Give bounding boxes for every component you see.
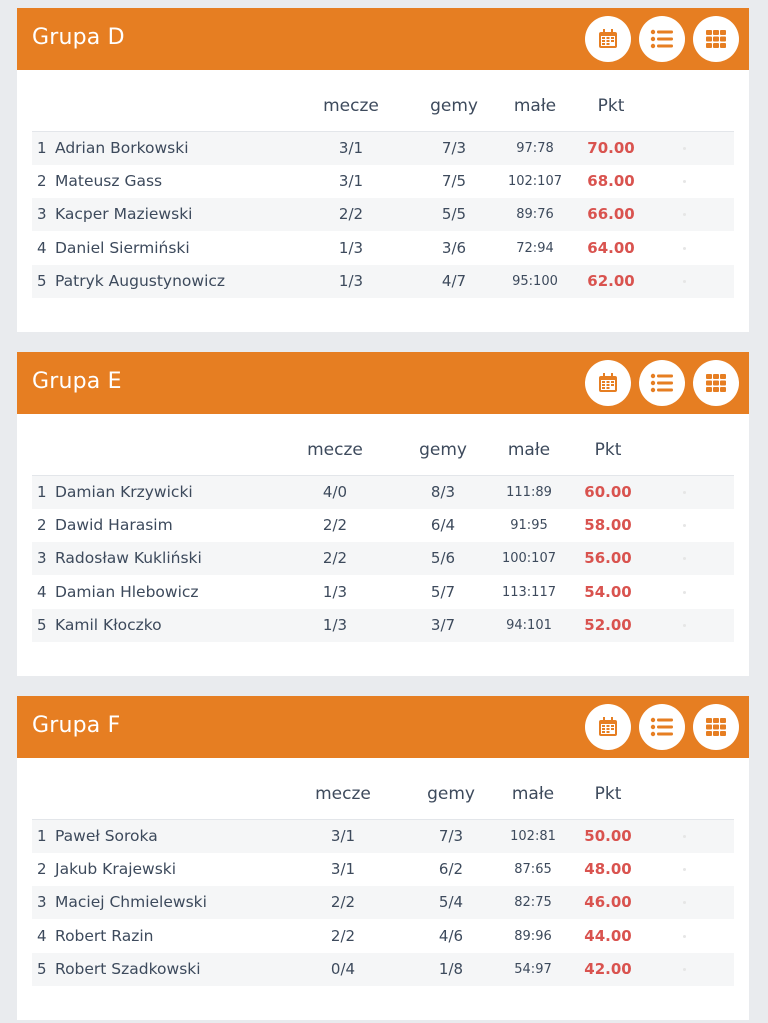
rank-cell: 4 [37,238,47,257]
games-cell: 5/7 [430,582,456,601]
table-row[interactable] [32,820,734,853]
group-card-f [17,696,749,1020]
points-small-cell: 89:76 [516,207,554,223]
player-name[interactable]: Jakub Krajewski [55,860,177,879]
column-header-pkt: Pkt [594,784,622,804]
score-cell: 48.00 [584,860,632,879]
points-small-cell: 72:94 [516,240,554,256]
rank-cell: 3 [37,205,47,224]
matches-cell: 3/1 [338,172,364,191]
row-action-dot[interactable] [683,524,686,527]
player-name[interactable]: Adrian Borkowski [55,139,189,157]
rank-cell: 2 [37,860,47,879]
column-header-mecze: mecze [323,96,379,116]
score-cell: 60.00 [584,483,632,501]
matches-cell: 1/3 [338,238,364,257]
column-header-mecze: mecze [307,440,363,460]
score-cell: 42.00 [584,959,632,978]
table-row[interactable] [32,476,734,509]
points-small-cell: 54:97 [514,961,552,977]
schedule-button[interactable] [585,704,631,750]
grid-icon [705,373,727,393]
group-header [17,8,749,70]
games-cell: 8/3 [430,483,456,501]
games-cell: 7/5 [441,172,467,191]
rank-cell: 1 [37,139,47,157]
table-row[interactable] [32,886,734,919]
score-cell: 44.00 [584,926,632,945]
table-row[interactable] [32,953,734,986]
table-row[interactable] [32,576,734,609]
grid-view-button[interactable] [693,704,739,750]
list-view-button[interactable] [639,704,685,750]
rank-cell: 5 [37,959,47,978]
table-row[interactable] [32,165,734,198]
column-header-male: małe [513,96,557,116]
points-small-cell: 113:117 [501,584,557,600]
games-cell: 5/5 [441,205,467,224]
rank-cell: 5 [37,615,47,634]
score-cell: 66.00 [587,205,635,224]
row-action-dot[interactable] [683,868,686,871]
column-header-male: małe [507,440,551,460]
player-name[interactable]: Daniel Siermiński [55,238,190,257]
rank-cell: 1 [37,827,47,845]
grid-icon [705,29,727,49]
matches-cell: 3/1 [338,139,364,157]
games-cell: 6/2 [438,860,464,879]
column-header-gemy: gemy [427,784,475,804]
table-row[interactable] [32,265,734,298]
row-action-dot[interactable] [683,247,686,250]
rank-cell: 4 [37,926,47,945]
column-header-mecze: mecze [315,784,371,804]
score-cell: 46.00 [584,893,632,912]
games-cell: 5/4 [438,893,464,912]
row-action-dot[interactable] [683,147,686,150]
group-title: Grupa D [32,25,125,50]
row-action-dot[interactable] [683,624,686,627]
matches-cell: 2/2 [330,893,356,912]
calendar-icon [597,372,619,394]
rank-cell: 1 [37,483,47,501]
column-header-pkt: Pkt [597,96,625,116]
rank-cell: 3 [37,549,47,568]
points-small-cell: 97:78 [516,141,554,156]
calendar-icon [597,716,619,738]
row-action-dot[interactable] [683,935,686,938]
score-cell: 50.00 [584,827,632,845]
rank-cell: 4 [37,582,47,601]
player-name[interactable]: Maciej Chmielewski [55,893,207,912]
score-cell: 52.00 [584,615,632,634]
column-header-pkt: Pkt [594,440,622,460]
list-view-button[interactable] [639,360,685,406]
points-small-cell: 95:100 [512,273,558,289]
points-small-cell: 94:101 [506,617,552,633]
matches-cell: 1/3 [322,582,348,601]
player-name[interactable]: Dawid Harasim [55,516,173,535]
points-small-cell: 111:89 [506,485,552,500]
matches-cell: 3/1 [330,827,356,845]
score-cell: 56.00 [584,549,632,568]
column-header-male: małe [511,784,555,804]
row-action-dot[interactable] [683,180,686,183]
table-row[interactable] [32,853,734,886]
list-view-button[interactable] [639,16,685,62]
matches-cell: 2/2 [338,205,364,224]
group-card-d [17,8,749,332]
matches-cell: 3/1 [330,860,356,879]
standings-table [17,70,749,332]
table-row[interactable] [32,198,734,231]
row-action-dot[interactable] [683,835,686,838]
matches-cell: 2/2 [322,549,348,568]
standings-table [17,758,749,1020]
list-icon [650,372,674,394]
matches-cell: 2/2 [330,926,356,945]
points-small-cell: 102:81 [510,829,556,844]
games-cell: 3/7 [430,615,456,634]
games-cell: 6/4 [430,516,456,535]
player-name[interactable]: Robert Szadkowski [55,959,201,978]
list-icon [650,716,674,738]
rank-cell: 2 [37,172,47,191]
points-small-cell: 102:107 [507,174,563,190]
column-header-gemy: gemy [419,440,467,460]
table-row[interactable] [32,232,734,265]
group-header [17,352,749,414]
row-action-dot[interactable] [683,901,686,904]
player-name[interactable]: Paweł Soroka [55,827,158,845]
games-cell: 1/8 [438,959,464,978]
matches-cell: 2/2 [322,516,348,535]
score-cell: 54.00 [584,582,632,601]
player-name[interactable]: Radosław Kukliński [55,549,202,568]
games-cell: 7/3 [441,139,467,157]
points-small-cell: 87:65 [514,862,552,878]
group-title: Grupa E [32,369,122,394]
player-name[interactable]: Damian Krzywicki [55,483,193,501]
rank-cell: 2 [37,516,47,535]
schedule-button[interactable] [585,360,631,406]
rank-cell: 5 [37,271,47,290]
table-row[interactable] [32,542,734,575]
table-row[interactable] [32,609,734,642]
points-small-cell: 91:95 [510,518,548,534]
schedule-button[interactable] [585,16,631,62]
matches-cell: 1/3 [322,615,348,634]
matches-cell: 1/3 [338,271,364,290]
row-action-dot[interactable] [683,491,686,494]
table-row[interactable] [32,132,734,165]
table-row[interactable] [32,509,734,542]
list-icon [650,28,674,50]
grid-view-button[interactable] [693,360,739,406]
standings-table [17,414,749,676]
games-cell: 7/3 [438,827,464,845]
column-header-gemy: gemy [430,96,478,116]
score-cell: 64.00 [587,238,635,257]
score-cell: 62.00 [587,271,635,290]
points-small-cell: 82:75 [514,895,552,911]
games-cell: 4/6 [438,926,464,945]
group-card-e [17,352,749,676]
row-action-dot[interactable] [683,968,686,971]
row-action-dot[interactable] [683,557,686,560]
points-small-cell: 100:107 [501,551,557,567]
player-name[interactable]: Patryk Augustynowicz [55,271,226,290]
player-name[interactable]: Robert Razin [55,926,154,945]
player-name[interactable]: Kacper Maziewski [55,205,193,224]
group-header [17,696,749,758]
games-cell: 3/6 [441,238,467,257]
score-cell: 68.00 [587,172,635,191]
points-small-cell: 89:96 [514,928,552,944]
games-cell: 5/6 [430,549,456,568]
score-cell: 58.00 [584,516,632,535]
matches-cell: 4/0 [322,483,348,501]
group-title: Grupa F [32,713,121,738]
player-name[interactable]: Mateusz Gass [55,172,163,191]
games-cell: 4/7 [441,271,467,290]
score-cell: 70.00 [587,139,635,157]
player-name[interactable]: Kamil Kłoczko [55,615,162,634]
rank-cell: 3 [37,893,47,912]
grid-view-button[interactable] [693,16,739,62]
player-name[interactable]: Damian Hlebowicz [55,582,199,601]
grid-icon [705,717,727,737]
row-action-dot[interactable] [683,213,686,216]
calendar-icon [597,28,619,50]
matches-cell: 0/4 [330,959,356,978]
row-action-dot[interactable] [683,280,686,283]
row-action-dot[interactable] [683,591,686,594]
table-row[interactable] [32,920,734,953]
